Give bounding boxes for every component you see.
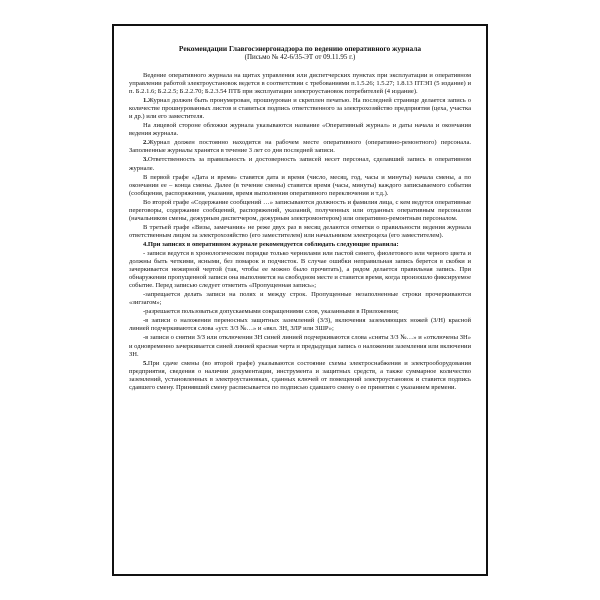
item-text: При сдаче смены (во второй графе) указываются состояние схемы электроснабжения и электрооборудования предприятия, сведения о наличии документации, инструмента и защитных средств, а также суммарное количество заземлений, установленных в электроустановках, сданных ключей от помещений электроустановок и ставится подпись сдавшего смену. Принявший смену расписывается по подписью сдавшего смену о ее принятии с указанием времени. bbox=[129, 359, 471, 391]
item-4 bbox=[129, 241, 471, 249]
document-subtitle: (Письмо № 42-6/35-ЭТ от 09.11.95 г.) bbox=[244, 53, 356, 61]
item-3-column-3: В третьей графе «Визы, замечания» не реже двух раз в месяц делаются отметки о правильности ведения журнала ответственным лицом за электрохозяйство (его заместителем) или начальником электроцеха (его заместителем). bbox=[129, 223, 471, 239]
intro-paragraph: Ведение оперативного журнала на щитах управления или диспетчерских пунктах при эксплуатации и оперативном управлении работой электроустановок ведется в соответствии с требованиями п.1.5.26; 1.5.27; 1.8.13 ПТЭП (5 издание) и п. Б.2.1.6; Б.2.2.5; Б.2.2.70; Б.2.3.54 ПТБ при эксплуатации электроустановок потребителей (4 издание). bbox=[129, 72, 471, 96]
item-text: Ответственность за правильность и достоверность записей несет персонал, сделавший запись в оперативном журнале. bbox=[129, 156, 471, 172]
item-5 bbox=[129, 360, 471, 392]
item-1-cover-note: На лицевой стороне обложки журнала указываются название «Оперативный журнал» и даты начала и окончания ведения журнала. bbox=[129, 122, 471, 138]
rule-grounding-removed: -в записи о снятии З/З или отключении ЗН синей линией подчеркиваются слова «сняты З/З №…» и «отключены ЗН» и одновременно зачеркивается синей линией красная черта и предыдущая запись о наложении заземления или включении ЗН. bbox=[129, 334, 471, 358]
item-3 bbox=[129, 156, 471, 172]
item-text: Журнал должен постоянно находится на рабочем месте оперативного (оперативно-ремонтного) персонала. Заполненные журналы хранятся в течение 3 лет со дня последней записи. bbox=[129, 139, 471, 155]
item-text: Журнал должен быть пронумерован, прошнурован и скреплен печатью. На последней странице делается запись о количестве прошнурованных листов и ставиться подпись ответственного за электрохозяйство предприятия (цеха, участка и др.) или его заместителя. bbox=[129, 97, 471, 121]
item-2 bbox=[129, 139, 471, 155]
rule-chronological: - записи ведутся в хронологическом порядке только чернилами или пастой синего, фиолетового или черного цвета и должны быть четкими, ясными, без помарок и подчисток. В случае ошибки неправильная запись берется в скобки и зачеркивается нежирной чертой (так, чтобы ее можно было прочитать), а рядом делается правильная запись. При обнаружении пропущенной записи она выполняется на свободном месте и ставится время, когда произошло фиксируемое событие. Перед записью следует отметить «Пропущенная запись»; bbox=[129, 249, 471, 290]
document-page bbox=[112, 24, 488, 576]
item-3-column-1: В первой графе «Дата и время» ставятся дата и время (число, месяц, год, часы и минуты) начала смены, а по окончании ее – конца смены. Далее (в течение смены) ставится время (часы, минуты) каждого записываемого события (сообщения, распоряжения, указания, время выполнения оперативного переключения и т.д.). bbox=[129, 173, 471, 197]
item-number: 4. bbox=[143, 240, 148, 248]
item-number: 1. bbox=[143, 97, 148, 105]
item-number: 2. bbox=[143, 139, 148, 147]
item-1 bbox=[129, 97, 471, 121]
rule-no-margins: -запрещается делать записи на полях и между строк. Пропущенные незаполненные строки прочеркиваются «зигзагом»; bbox=[129, 291, 471, 307]
item-number: 3. bbox=[143, 156, 148, 164]
rule-grounding-applied: -в записи о наложении переносных защитных заземлений (З/З), включения заземляющих ножей (З/Н) красной линией подчеркиваются слова «уст. З/З №…» и «вкл. ЗН, ЗЛР или ЗШР»; bbox=[129, 317, 471, 333]
item-text: При записях в оперативном журнале рекомендуется соблюдать следующие правила: bbox=[147, 240, 399, 248]
item-3-column-2: Во второй графе «Содержание сообщений …» записываются должность и фамилия лица, с кем ведутся оперативные переговоры, содержание сообщений, распоряжений, указаний, полученных или отданных оперативным персоналом (начальником смены, дежурным диспетчером, дежурным электромонтером) или оперативно-ремонтным персоналом. bbox=[129, 198, 471, 222]
rule-abbreviations: -разрешается пользоваться допускаемыми сокращениями слов, указанными в Приложении; bbox=[143, 308, 399, 316]
document-title: Рекомендации Главгосэнергонадзора по ведению оперативного журнала bbox=[178, 44, 422, 53]
item-number: 5. bbox=[143, 359, 148, 367]
